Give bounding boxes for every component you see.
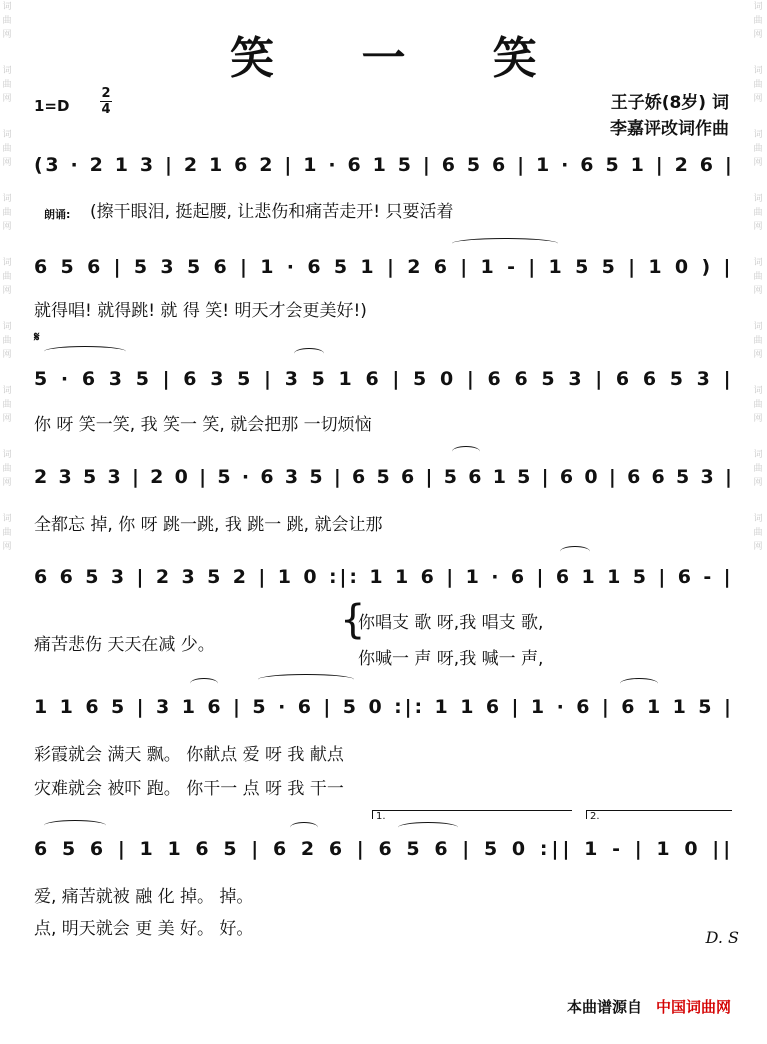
watermark-text: 词 曲 网: [2, 322, 12, 360]
lyric-line-verse-1: 你唱支 歌 呀,我 唱支 歌,: [358, 613, 544, 633]
watermark-text: 词 曲 网: [2, 258, 12, 296]
watermark-text: 词 曲 网: [753, 2, 763, 40]
notes-line: 5 · 6 3 5 | 6 3 5 | 3 5 1 6 | 5 0 | 6 6 5 3 | 6 6 5 3 |: [34, 368, 735, 390]
slur-arc: [44, 820, 106, 831]
source-credit: [567, 996, 731, 1017]
lyric-line: 就得唱! 就得跳! 就 得 笑! 明天才会更美好!): [34, 301, 367, 321]
source-prefix: 本曲谱源自: [566, 998, 642, 1016]
slur-arc: [560, 546, 590, 557]
watermark-text: 词 曲 网: [2, 130, 12, 168]
source-site-link[interactable]: 中国词曲网: [655, 998, 731, 1016]
watermark-text: 词 曲 网: [753, 450, 763, 488]
slur-arc: [294, 348, 324, 359]
system-4: [34, 462, 734, 498]
slur-arc: [452, 238, 558, 249]
lyric-line-verse-2: 你喊一 声 呀,我 喊一 声,: [358, 649, 544, 669]
lyricist-credit: 王子娇(8岁) 词: [610, 93, 729, 113]
volta-1: 1.: [372, 810, 572, 819]
slur-arc: [398, 822, 458, 833]
notes-line: 6 5 6 | 1 1 6 5 | 6 2 6 | 6 5 6 | 5 0 :|| 1 - | 1 0 ||: [34, 838, 735, 860]
volta-2: 2.: [586, 810, 732, 819]
notes-line: 2 3 5 3 | 2 0 | 5 · 6 3 5 | 6 5 6 | 5 6 1 5 | 6 0 | 6 6 5 3 |: [34, 466, 735, 488]
lyric-line-verse-1: 爱, 痛苦就被 融 化 掉。 掉。: [34, 887, 254, 907]
slur-arc: [44, 346, 126, 357]
watermark-text: 词 曲 网: [2, 450, 12, 488]
lyric-line: 痛苦悲伤 天天在减 少。: [34, 635, 215, 655]
system-7: [34, 834, 734, 870]
notes-line: 1 1 6 5 | 3 1 6 | 5 · 6 | 5 0 :|: 1 1 6 | 1 · 6 | 6 1 1 5 |: [34, 696, 734, 718]
notes-line: 6 5 6 | 5 3 5 6 | 1 · 6 5 1 | 2 6 | 1 - | 1 5 5 | 1 0 ) |: [34, 256, 734, 278]
time-signature: [100, 86, 112, 117]
segno-mark: 𝄋: [34, 330, 40, 345]
meter-top: 2: [101, 86, 111, 101]
watermark-text: 词 曲 网: [2, 514, 12, 552]
notes-line: (3 · 2 1 3 | 2 1 6 2 | 1 · 6 1 5 | 6 5 6 | 1 · 6 5 1 | 2 6 |: [34, 154, 735, 176]
verse-brace: {: [340, 597, 366, 643]
notes-line: 6 6 5 3 | 2 3 5 2 | 1 0 :|: 1 1 6 | 1 · 6 | 6 1 1 5 | 6 - |: [34, 566, 734, 588]
watermark-text: 词 曲 网: [753, 258, 763, 296]
composer-credit: 李嘉评改词作曲: [610, 119, 729, 139]
slur-arc: [290, 822, 318, 833]
watermark-text: 词 曲 网: [2, 386, 12, 424]
system-3: [34, 364, 734, 400]
lyric-line: 全都忘 掉, 你 呀 跳一跳, 我 跳一 跳, 就会让那: [34, 515, 383, 535]
watermark-text: 词 曲 网: [753, 386, 763, 424]
watermark-text: 词 曲 网: [2, 66, 12, 104]
system-1: [34, 150, 734, 186]
slur-arc: [190, 678, 218, 689]
watermark-text: 词 曲 网: [2, 194, 12, 232]
watermark-text: 词 曲 网: [2, 2, 12, 40]
reciting-label: 朗诵:: [44, 208, 71, 221]
meter-bottom: 4: [101, 102, 111, 117]
watermark-text: 词 曲 网: [753, 322, 763, 360]
system-2: [34, 252, 734, 288]
lyric-line: 你 呀 笑一笑, 我 笑一 笑, 就会把那 一切烦恼: [34, 415, 372, 435]
lyric-line: (擦干眼泪, 挺起腰, 让悲伤和痛苦走开! 只要活着: [90, 202, 454, 222]
slur-arc: [452, 446, 480, 457]
watermark-right: [751, 0, 765, 1044]
system-5: [34, 562, 734, 598]
watermark-text: 词 曲 网: [753, 514, 763, 552]
lyric-line-verse-2: 点, 明天就会 更 美 好。 好。: [34, 919, 254, 939]
page-title: 笑 一 笑: [230, 33, 573, 84]
system-6: [34, 692, 734, 728]
watermark-text: 词 曲 网: [753, 66, 763, 104]
lyric-line-verse-2: 灾难就会 被吓 跑。 你干一 点 呀 我 干一: [34, 779, 344, 799]
slur-arc: [620, 678, 658, 689]
lyric-line-verse-1: 彩霞就会 满天 飘。 你献点 爱 呀 我 献点: [34, 745, 344, 765]
watermark-text: 词 曲 网: [753, 194, 763, 232]
watermark-text: 词 曲 网: [753, 130, 763, 168]
dal-segno-mark: D. S: [705, 928, 739, 947]
watermark-left: [0, 0, 14, 1044]
slur-arc: [258, 674, 354, 685]
key-signature: 1=D: [34, 97, 70, 115]
